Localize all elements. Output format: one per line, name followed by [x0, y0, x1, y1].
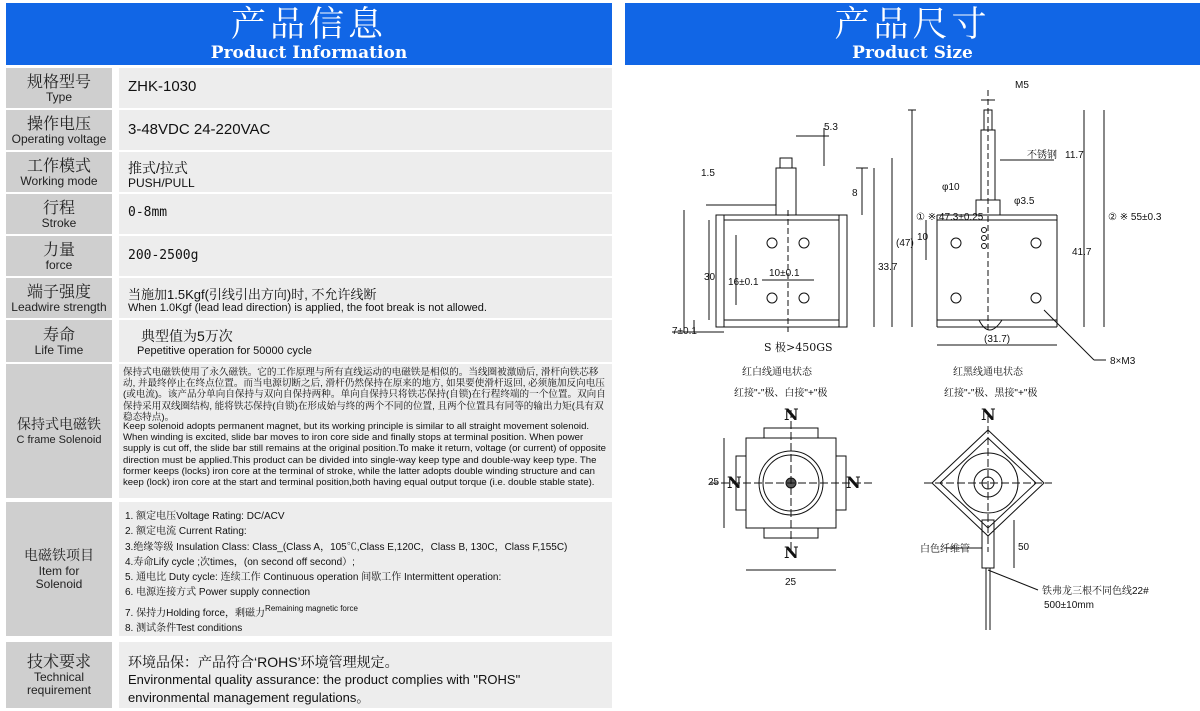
spec-row-leadwire [6, 278, 612, 318]
spec-row-voltage [6, 110, 612, 150]
label-16: 16±0.1 [728, 277, 759, 288]
label-cn: 端子强度 [26, 281, 91, 301]
label-1-5: 1.5 [701, 168, 715, 179]
item-line: 8. 测试条件Test conditions [125, 623, 243, 635]
label-cn: 操作电压 [26, 113, 91, 133]
mount-hole [767, 293, 777, 303]
product-info-banner [6, 3, 612, 65]
label-47: (47) [896, 238, 914, 249]
product-size-title-en: Product Size [852, 43, 973, 63]
label-en: Leadwire strength [11, 299, 107, 314]
frame-left-plate [716, 215, 724, 327]
mount-hole [799, 238, 809, 248]
pole-n-top-left: N [784, 405, 799, 424]
mount-hole [767, 238, 777, 248]
spec-row-force [6, 236, 612, 276]
spec-row-type [6, 68, 612, 108]
pole-n-left: N [727, 473, 742, 492]
label-50: 50 [1018, 542, 1030, 553]
label-en-1: Item for [38, 564, 80, 578]
label-30: 30 [704, 272, 716, 283]
label-lead2: 500±10mm [1044, 600, 1094, 611]
label-en: C frame Solenoid [16, 433, 102, 446]
label-5-3: 5.3 [824, 122, 838, 133]
spec-row-solenoid [6, 364, 612, 498]
front-view [672, 110, 916, 332]
label-7: 7±0.1 [672, 326, 697, 337]
leadwire-value-en: When 1.0Kgf (lead lead direction) is applied, the foot break is not allowed. [128, 302, 487, 314]
label-cn: 工作模式 [26, 155, 91, 175]
working-mode-value: 推式/拉式 [128, 160, 188, 176]
label-phi3-5: φ3.5 [1014, 196, 1035, 207]
label-8m3: 8×M3 [1110, 356, 1136, 367]
solenoid-desc-cn: 保持式电磁铁使用了永久磁铁。它的工作原理与所有直线运动的电磁铁是相似的。当线圈被激励后, 滑杆向铁芯移动, 并最终停止在终点位置。而当电源切断之后, 滑杆仍然保持在原来的地方, 如果要使滑杆返回, 必须施加反向电压(或电流)。该产品分单向自保持与双向自保持两种。单向自保持只将铁芯保持(自锁)在行程终端的一个位置。双向自保持采用双线圈结构, 能将铁芯保持(自锁)在形成始与终的两个不同的位置, 且两个位置具有同等的输出力矩(具有双稳态特点)。 [123, 367, 606, 423]
force-value: 200-2500g [128, 248, 199, 263]
spec-row-item [6, 502, 612, 636]
product-info-title-en: Product Information [210, 43, 408, 63]
label-25v: 25 [708, 477, 720, 488]
tech-value-en-1: Environmental quality assurance: the product complies with "ROHS" [128, 672, 521, 687]
pole-n-bottom: N [784, 543, 799, 562]
label-cn: 行程 [42, 197, 75, 217]
end-view-right [924, 415, 1052, 630]
label-en-1: Technical [33, 670, 85, 684]
label-wire1: 红接"-"极、白接"+"极 [734, 388, 828, 399]
pole-n-top-right: N [981, 405, 996, 424]
item-line: 1. 额定电压Voltage Rating: DC/ACV [125, 511, 285, 522]
frame-right-plate [839, 215, 847, 327]
product-size-title-cn: 产品尺寸 [834, 5, 991, 45]
product-size-banner [625, 3, 1200, 65]
label-nut: 不锈钢 [1027, 150, 1057, 161]
label-10: 10 [917, 232, 929, 243]
label-cn: 寿命 [42, 324, 75, 344]
label-en: force [45, 257, 73, 272]
life-time-value-en: Pepetitive operation for 50000 cycle [137, 345, 312, 357]
plunger-tip [780, 158, 792, 168]
leadwire-value: 当施加1.5Kgf(引线引出方向)时, 不允许线断 [128, 287, 377, 302]
mount-hole [799, 293, 809, 303]
item-line: 6. 电源连接方式 Power supply connection [125, 587, 311, 599]
side-view [926, 90, 1106, 360]
label-wire2: 红接"-"极、黑接"+"极 [944, 388, 1038, 399]
label-en: Operating voltage [11, 131, 107, 146]
item-line: 2. 额定电流 Current Rating: [125, 526, 247, 538]
label-en: Stroke [41, 215, 77, 230]
label-cn: 保持式电磁铁 [17, 416, 101, 433]
label-8: 8 [852, 188, 858, 199]
voltage-value: 3-48VDC 24-220VAC [128, 121, 271, 138]
label-cn: 力量 [42, 239, 75, 259]
label-white-tube: 白色纤维管 [920, 544, 970, 555]
label-cn: 电磁铁项目 [24, 548, 94, 564]
label-41-7: 41.7 [1072, 247, 1092, 258]
solenoid-desc-en: Keep solenoid adopts permanent magnet, but its working principle is similar to all straight movement solenoid. When winding is excited, slide bar moves to iron core side and finally stops at terminal position. When power supply is cut off, the slide bar still remains at the original position.To make it return, voltage (or current) of opposite direction must be applied.This product can be divided into single-way keep type and double-way keep type. The former keeps (locks) iron core at the terminal of stroke, while the latter adopts double winding structure and can keep (lock) iron core at the start and terminal position,both having equal output torque (i.e. double stable state). [123, 421, 606, 489]
spec-row-working-mode [6, 152, 612, 192]
label-55: ② ※ 55±0.3 [1108, 212, 1162, 223]
pole-n-right: N [846, 473, 861, 492]
solenoid-body-side [937, 220, 1057, 320]
label-cn: 规格型号 [26, 71, 91, 91]
item-line-holding [125, 601, 567, 621]
item-list [125, 509, 567, 636]
label-state1: 红白线通电状态 [742, 367, 812, 378]
label-31-7: (31.7) [984, 334, 1011, 345]
type-value: ZHK-1030 [128, 78, 197, 95]
label-en-2: requirement [26, 683, 92, 697]
spec-row-technical [6, 642, 612, 708]
stroke-value: 0-8mm [128, 205, 168, 220]
item-line: 3.绝缘等级 Insulation Class: Class_(Class A，105℃,Class E,120C，Class B, 130C，Class F,155C) [125, 541, 568, 553]
label-phi10: φ10 [942, 182, 960, 193]
tech-value-en-2: environmental management regulations。 [128, 690, 370, 705]
label-en: Working mode [20, 173, 98, 188]
working-mode-value-en: PUSH/PULL [128, 176, 195, 190]
label-lead1: 铁弗龙三根不同色线22# [1042, 586, 1149, 597]
product-size-panel [624, 0, 1200, 711]
item-line: 5. 通电比 Duty cycle: 连续工作 Continuous operation 间歇工作 Intermittent operation: [125, 572, 502, 584]
label-33-7: 33.7 [878, 262, 898, 273]
spec-row-stroke [6, 194, 612, 234]
label-10h: 10±0.1 [769, 268, 800, 279]
item-line: 4.寿命Lify cycle ;次times，(on second off second）; [125, 556, 355, 568]
product-info-title-cn: 产品信息 [230, 5, 387, 45]
item-line: 7. 保持力Holding force，剩磁力 [125, 607, 266, 619]
life-time-value: 典型值为5万次 [141, 328, 233, 344]
remaining-force: Remaining magnetic force [265, 603, 358, 613]
dimension-drawing [624, 70, 1200, 711]
label-m5: M5 [1015, 80, 1029, 91]
plunger-front [776, 168, 796, 215]
label-s-pole: S 极>450GS [764, 341, 833, 354]
label-47-3: ① ※ 47.3±0.25 [916, 212, 984, 223]
label-cn: 技术要求 [26, 652, 91, 671]
label-state2: 红黑线通电状态 [953, 367, 1023, 378]
label-25h: 25 [785, 577, 797, 588]
label-en-2: Solenoid [35, 577, 83, 591]
tech-value-cn: 环境品保：产品符合‘ROHS’环境管理规定。 [128, 654, 399, 670]
label-en: Life Time [34, 342, 84, 357]
label-11-7: 11.7 [1065, 150, 1084, 161]
dimension-labels [672, 80, 1162, 611]
spec-row-life-time [6, 320, 612, 362]
label-en: Type [45, 89, 72, 104]
